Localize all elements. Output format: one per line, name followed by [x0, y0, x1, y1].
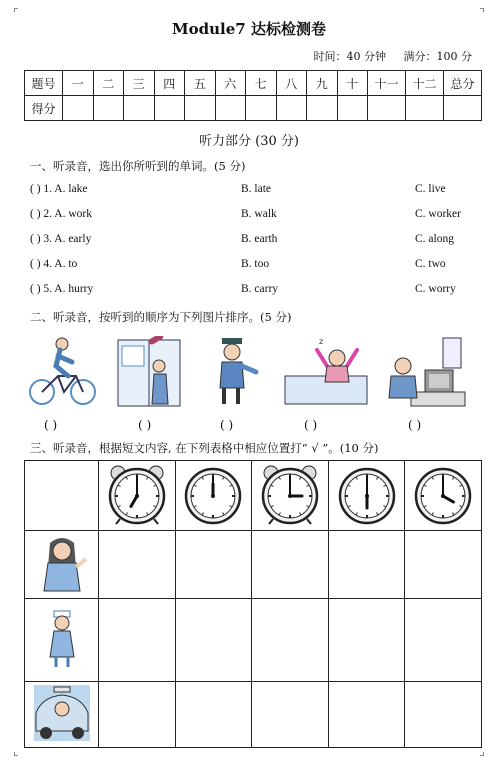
score-input-cell[interactable]: [307, 96, 338, 121]
svg-text:z: z: [319, 337, 324, 346]
question-2-heading: 二、听录音，按听到的顺序为下列图片排序。(5 分): [30, 310, 292, 324]
score-input-cell[interactable]: [124, 96, 155, 121]
score-body-row: [25, 96, 482, 121]
clock-icon: [106, 463, 168, 525]
score-input-cell[interactable]: [444, 96, 482, 121]
question-1-heading: 一、听录音，选出你所听到的单词。(5 分): [30, 159, 246, 173]
answer-cell[interactable]: [252, 682, 329, 748]
score-row-label: 得分: [25, 96, 63, 121]
answer-cell[interactable]: [405, 531, 482, 599]
option-a: ( ) 3. A. early: [30, 233, 92, 245]
person-row: [25, 599, 482, 682]
page-title: Module7 达标检测卷: [172, 20, 326, 38]
answer-cell[interactable]: [175, 531, 252, 599]
option-a: ( ) 4. A. to: [30, 258, 78, 270]
score-table-header-label: 题号: [25, 71, 63, 96]
option-b: B. walk: [241, 208, 277, 220]
score-input-cell[interactable]: [368, 96, 406, 121]
answer-cell[interactable]: [99, 682, 176, 748]
option-c: C. worker: [415, 208, 461, 220]
clock-cell: [328, 461, 405, 531]
option-a: ( ) 2. A. work: [30, 208, 92, 220]
score-table-header-cell: 八: [276, 71, 307, 96]
answer-cell[interactable]: [99, 599, 176, 682]
score-table-header-cell: 二: [93, 71, 124, 96]
score-table-header-cell: 四: [154, 71, 185, 96]
score-table-header-cell: 十一: [368, 71, 406, 96]
question-1-item: [30, 208, 480, 226]
time-label: 时间：40 分钟: [313, 50, 387, 63]
score-table-header-cell: 九: [307, 71, 338, 96]
question-1-item: [30, 183, 480, 201]
answer-cell[interactable]: [405, 599, 482, 682]
score-table-header-cell: 一: [63, 71, 94, 96]
picture-4-blank[interactable]: ( ): [304, 418, 318, 432]
corner-mark: [480, 752, 484, 756]
score-table-header-cell: 十二: [406, 71, 444, 96]
listening-section-title: 听力部分 (30 分): [199, 134, 299, 149]
option-b: B. too: [241, 258, 270, 270]
score-input-cell[interactable]: [93, 96, 124, 121]
person-cell: [25, 599, 99, 682]
question-1-item: [30, 283, 480, 301]
police-officer-picture: [204, 336, 264, 408]
answer-cell[interactable]: [328, 531, 405, 599]
score-input-cell[interactable]: [63, 96, 94, 121]
score-header-row: [25, 71, 482, 96]
answer-grid: [24, 460, 482, 748]
option-a: ( ) 1. A. lake: [30, 183, 88, 195]
score-table-header-cell: 五: [185, 71, 216, 96]
option-a: ( ) 5. A. hurry: [30, 283, 94, 295]
clock-cell: [99, 461, 176, 531]
cyclist-picture: [28, 336, 98, 408]
answer-cell[interactable]: [328, 682, 405, 748]
waking-up-picture: [283, 336, 369, 408]
picture-1-blank[interactable]: ( ): [44, 418, 58, 432]
clock-cell: [175, 461, 252, 531]
person-cell: [25, 682, 99, 748]
answer-cell[interactable]: [175, 599, 252, 682]
score-table-header-cell: 三: [124, 71, 155, 96]
answer-cell[interactable]: [328, 599, 405, 682]
woman-portrait: [32, 533, 92, 593]
question-1-item: [30, 258, 480, 276]
score-table: [24, 70, 482, 121]
clock-icon: [336, 463, 398, 525]
clock-icon: [259, 463, 321, 525]
score-input-cell[interactable]: [406, 96, 444, 121]
answer-cell[interactable]: [405, 682, 482, 748]
computer-desk-picture: [381, 336, 467, 408]
option-c: C. worry: [415, 283, 456, 295]
question-3-heading: 三、听录音，根据短文内容, 在下列表格中相应位置打“ √ ”。(10 分): [30, 441, 379, 455]
clock-row: [25, 461, 482, 531]
nurse-portrait: [32, 609, 92, 669]
option-c: C. two: [415, 258, 446, 270]
fridge-picture: [114, 336, 184, 408]
score-input-cell[interactable]: [185, 96, 216, 121]
answer-cell[interactable]: [99, 531, 176, 599]
score-input-cell[interactable]: [246, 96, 277, 121]
clock-cell: [252, 461, 329, 531]
exam-meta: [314, 48, 472, 64]
option-b: B. carry: [241, 283, 279, 295]
score-input-cell[interactable]: [337, 96, 368, 121]
corner-cell: [25, 461, 99, 531]
taxi-driver-portrait: [32, 683, 92, 743]
score-input-cell[interactable]: [154, 96, 185, 121]
picture-2-blank[interactable]: ( ): [138, 418, 152, 432]
option-b: B. earth: [241, 233, 278, 245]
answer-cell[interactable]: [175, 682, 252, 748]
picture-3-blank[interactable]: ( ): [220, 418, 234, 432]
score-table-header-cell: 六: [215, 71, 246, 96]
score-table-header-cell: 总分: [444, 71, 482, 96]
clock-icon: [412, 463, 474, 525]
option-b: B. late: [241, 183, 272, 195]
option-c: C. live: [415, 183, 446, 195]
picture-5-blank[interactable]: ( ): [408, 418, 422, 432]
score-input-cell[interactable]: [276, 96, 307, 121]
corner-mark: [14, 8, 18, 12]
person-row: [25, 531, 482, 599]
question-1-item: [30, 233, 480, 251]
person-cell: [25, 531, 99, 599]
answer-cell[interactable]: [252, 599, 329, 682]
clock-icon: [182, 463, 244, 525]
corner-mark: [480, 8, 484, 12]
clock-cell: [405, 461, 482, 531]
corner-mark: [14, 752, 18, 756]
score-table-header-cell: 十: [337, 71, 368, 96]
answer-cell[interactable]: [252, 531, 329, 599]
score-label: 满分：100 分: [403, 50, 472, 63]
score-input-cell[interactable]: [215, 96, 246, 121]
person-row: [25, 682, 482, 748]
option-c: C. along: [415, 233, 454, 245]
score-table-header-cell: 七: [246, 71, 277, 96]
